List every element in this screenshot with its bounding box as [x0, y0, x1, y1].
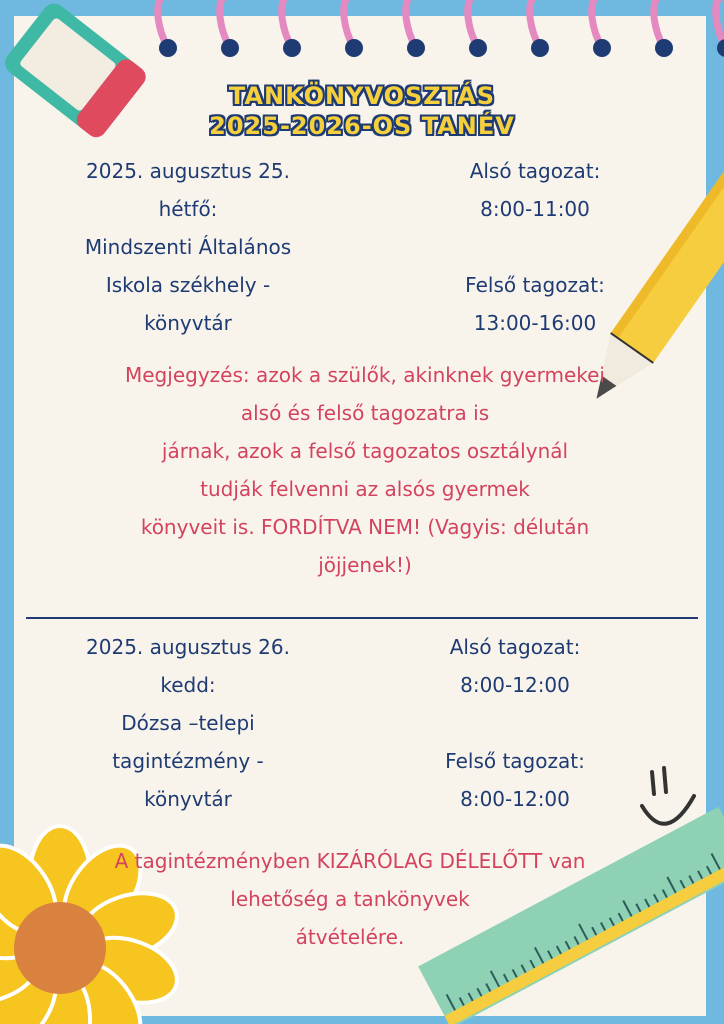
section1-times — [430, 152, 640, 342]
section1-right-line: Felső tagozat: — [465, 273, 605, 297]
note-line: könyveit is. FORDÍTVA NEM! (Vagyis: délután — [140, 515, 590, 539]
note-line: A tagintézményben KIZÁRÓLAG DÉLELŐTT van — [114, 849, 586, 873]
section1-left-line: 2025. augusztus 25. — [86, 159, 290, 183]
section2-left-line: kedd: — [160, 673, 216, 697]
spiral-hole — [345, 39, 363, 57]
section1-right-line — [430, 228, 640, 266]
section2-left-line: 2025. augusztus 26. — [86, 635, 290, 659]
section2-right-line: 8:00-12:00 — [460, 787, 570, 811]
spiral-hole — [469, 39, 487, 57]
spiral-hole — [717, 39, 724, 57]
section1-location — [48, 152, 328, 342]
section1-left-line: Mindszenti Általános — [84, 235, 292, 259]
spiral-hole — [407, 39, 425, 57]
spiral-hole — [159, 39, 177, 57]
section1-right-line: Alsó tagozat: — [469, 159, 601, 183]
note-line: lehetőség a tankönyvek — [230, 887, 470, 911]
section1-left-line: Iskola székhely - — [105, 273, 271, 297]
section2-location — [48, 628, 328, 818]
note-line: tudják felvenni az alsós gyermek — [200, 477, 530, 501]
section2-right-line: Alsó tagozat: — [449, 635, 581, 659]
note-line: Megjegyzés: azok a szülők, akinknek gyermekei — [125, 363, 605, 387]
note-line: jöjjenek!) — [318, 553, 412, 577]
section2-times — [410, 628, 620, 818]
section1-note — [70, 356, 660, 584]
spiral-hole — [593, 39, 611, 57]
spiral-binding-icon — [158, 0, 724, 57]
spiral-hole — [531, 39, 549, 57]
spiral-hole — [283, 39, 301, 57]
section2-left-line: Dózsa –telepi — [121, 711, 255, 735]
section1-right-line: 13:00-16:00 — [473, 311, 597, 335]
smiley-icon — [642, 768, 694, 824]
section1-left-line: könyvtár — [144, 311, 232, 335]
section2-right-line: 8:00-12:00 — [460, 673, 570, 697]
spiral-hole — [221, 39, 239, 57]
section-divider — [26, 617, 698, 619]
page-subtitle: 2025-2026-OS TANÉV — [209, 112, 515, 140]
spiral-hole — [655, 39, 673, 57]
section2-right-line — [410, 704, 620, 742]
note-line: alsó és felső tagozatra is — [240, 401, 490, 425]
note-line: átvételére. — [295, 925, 405, 949]
note-line: járnak, azok a felső tagozatos osztálynál — [161, 439, 569, 463]
section2-note — [70, 842, 630, 956]
section2-left-line: könyvtár — [144, 787, 232, 811]
section2-left-line: tagintézmény - — [112, 749, 264, 773]
section1-left-line: hétfő: — [158, 197, 218, 221]
section2-right-line: Felső tagozat: — [445, 749, 585, 773]
section1-right-line: 8:00-11:00 — [480, 197, 590, 221]
page-title: TANKÖNYVOSZTÁS — [228, 82, 496, 110]
